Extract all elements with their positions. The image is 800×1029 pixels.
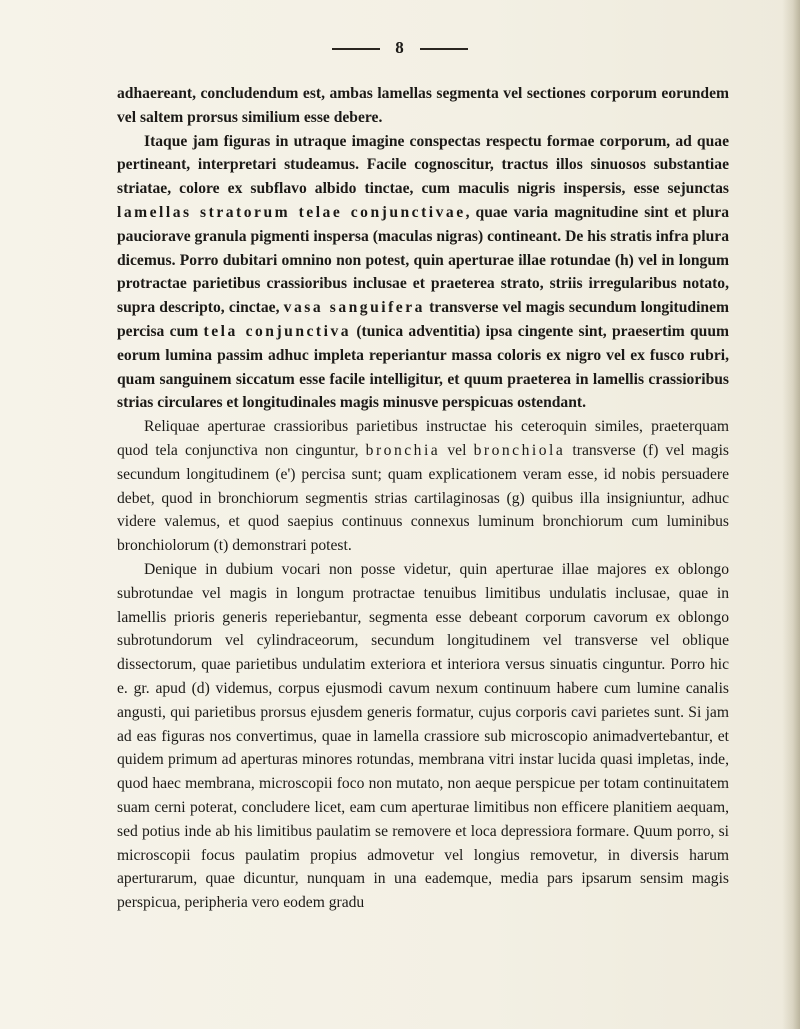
page-number: 8 <box>395 38 405 57</box>
spaced-term-tela: tela conjunctiva <box>203 322 352 340</box>
paragraph-2-part: (tunica adventitia) ipsa cingente sint, praesertim quum eorum lumina passim adhuc impleta reperiantur massa coloris ex nigro vel ex fusco rubri, quam sanguinem siccatum esse facile intelligitur, et quum praeterea in lamellis crassioribus strias circulares et longitudinales magis minusve perspicuas ostendant. <box>117 322 729 412</box>
paragraph-2-part: Itaque jam figuras in utraque imagine conspectas respectu formae corporum, ad quae pertineant, interpretari studeamus. Facile cognoscitur, tractus illos sinuosos substantiae striatae, colore ex subflavo albido tinctae, cum maculis nigris inspersis, esse sejunctas <box>117 132 729 198</box>
paragraph-3-part: vel <box>440 441 474 459</box>
spaced-term-lamellas: lamellas stratorum telae conjunctivae <box>117 203 466 221</box>
paragraph-2-part: , quae varia magnitudine sint et plura pauciorave granula pigmenti inspersa (maculas nigras) contineant. De his stratis infra plura dicemus. Porro dubitari omnino non potest, quin aperturae illae rotundae (h) vel in longum protractae parietibus crassioribus inclusae et praeterea strato, striis irregularibus notato, supra descripto, cinctae, <box>117 203 729 317</box>
paragraph-2-part: transverse vel magis secundum longitudinem percisa cum <box>117 299 730 340</box>
header-rule-left <box>332 48 380 50</box>
paragraph-2 <box>117 130 729 416</box>
paragraph-3 <box>117 415 729 558</box>
spaced-term-bronchiola: bronchiola <box>473 441 566 459</box>
page-header <box>0 38 800 58</box>
header-rule-right <box>420 48 468 50</box>
paragraph-4: Denique in dubium vocari non posse videtur, quin aperturae illae majores ex oblongo subrotundae vel magis in longum protractae tenuibus limitibus undulatis inclusae, quae in lamellis prioris generis reperiebantur, segmenta esse debeant corporum cavorum ex oblongo subrotundorum vel cylindraceorum, secundum longitudinem vel transverse vel oblique dissectorum, quae parietibus undulatim exteriora et interiora versus sinuatis cinguntur. Porro hic e. gr. apud (d) videmus, corpus ejusmodi cavum nexum continuum habere cum lumine canalis angusti, qui parietibus prorsus ejusdem generis formatur, cujus corporis cavi parietes sunt. Si jam ad eas figuras nos convertimus, quae in lamella crassiore sub microscopio animadvertebantur, et quidem primum ad aperturas minores rotundas, membrana vitri instar lucida quasi impletas, inde, quod haec membrana, microscopii foco non mutato, non aeque perspicue per totam continuitatem suam cerni poterat, concludere licet, eam cum aperturae limitibus non efficere planitiem aequam, sed potius inde ab his limitibus paulatim se removere et loca depressiora formare. Quum porro, si microscopii focus paulatim propius admovetur vel longius removetur, in diversis harum aperturarum, quae dicuntur, nunquam in una eademque, media pars ipsarum sensim magis perspicua, peripheria vero eodem gradu <box>117 560 729 912</box>
paragraph-3-part: transverse (f) vel magis secundum longitudinem (e') percisa sunt; quam explicationem veram esse, id nobis persuadere debet, quod in bronchiorum segmentis strias cartilaginosas (g) quibus illa insigniuntur, adhuc videre valemus, et quod saepius continuus connexus luminum bronchiorum cum luminibus bronchiolorum (t) demonstrari potest. <box>117 441 729 555</box>
spaced-term-vasa: vasa sanguifera <box>283 299 425 317</box>
page-edge-shadow <box>782 0 800 1029</box>
paragraph-3-part: Reliquae aperturae crassioribus parietibus instructae his ceteroquin similes, praeterquam quod tela conjunctiva non cinguntur, <box>117 418 729 459</box>
paragraph-1: adhaereant, concludendum est, ambas lamellas segmenta vel sectiones corporum eorundem vel saltem prorsus similium esse debere. <box>117 85 729 126</box>
spaced-term-bronchia: bronchia <box>365 441 441 459</box>
body-text <box>117 82 729 915</box>
